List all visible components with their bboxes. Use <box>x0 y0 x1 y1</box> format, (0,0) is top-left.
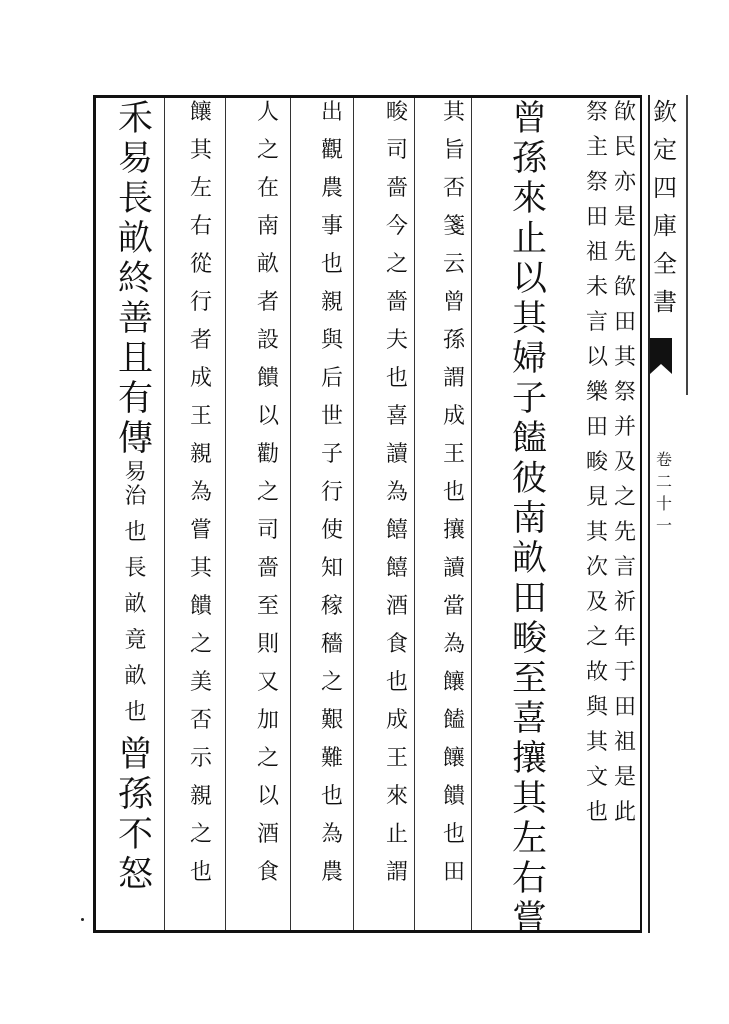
character: 之 <box>190 632 213 657</box>
character: 畯 <box>386 100 409 125</box>
character: 欿 <box>614 100 637 125</box>
character: 與 <box>321 328 344 353</box>
character: 次 <box>586 555 609 580</box>
character: 先 <box>614 520 637 545</box>
character: 酒 <box>257 822 280 847</box>
character: 孫 <box>512 139 548 179</box>
text-column-3 <box>443 102 465 900</box>
character: 則 <box>257 632 280 657</box>
character: 孫 <box>118 775 154 815</box>
character: 終 <box>118 259 154 299</box>
character: 人 <box>257 100 280 125</box>
character: 止 <box>386 822 409 847</box>
character: 并 <box>614 415 637 440</box>
character: 來 <box>386 784 409 809</box>
character: 行 <box>321 480 344 505</box>
character: 以 <box>586 345 609 370</box>
character: 樂 <box>586 380 609 405</box>
character: 畝 <box>257 252 280 277</box>
character: 饟 <box>190 100 213 125</box>
character: 否 <box>190 708 213 733</box>
character: 祖 <box>586 240 609 265</box>
character: 也 <box>386 670 409 695</box>
character: 云 <box>443 252 466 277</box>
character: 世 <box>321 404 344 429</box>
character: 之 <box>386 252 409 277</box>
character: 酒 <box>386 594 409 619</box>
character: 成 <box>386 708 409 733</box>
character: 右 <box>190 214 213 239</box>
text-column-8 <box>118 99 154 898</box>
character: 讀 <box>443 556 466 581</box>
character: 年 <box>614 625 637 650</box>
character: 于 <box>614 660 637 685</box>
text-column-5 <box>321 102 343 900</box>
character: 治 <box>124 484 147 509</box>
character: 一 <box>655 516 672 535</box>
character: 也 <box>443 480 466 505</box>
character: 之 <box>257 746 280 771</box>
character: 之 <box>190 822 213 847</box>
commentary-note <box>125 462 147 738</box>
character: 此 <box>614 800 637 825</box>
character: 喜 <box>386 404 409 429</box>
character: 饎 <box>386 556 409 581</box>
character: 攘 <box>512 739 548 779</box>
character: 為 <box>443 632 466 657</box>
character: 之 <box>257 138 280 163</box>
character: 者 <box>190 328 213 353</box>
character: 祭 <box>586 170 609 195</box>
character: 故 <box>586 660 609 685</box>
character: 之 <box>614 485 637 510</box>
character: 畯 <box>586 450 609 475</box>
column-divider <box>164 98 165 930</box>
character: 親 <box>190 784 213 809</box>
character: 其 <box>190 556 213 581</box>
character: 其 <box>614 345 637 370</box>
character: 是 <box>614 205 637 230</box>
character: 觀 <box>321 138 344 163</box>
character: 十 <box>655 494 672 513</box>
character: 王 <box>443 442 466 467</box>
character: 箋 <box>443 214 466 239</box>
volume-number-margin <box>652 452 676 540</box>
character: 當 <box>443 594 466 619</box>
character: 之 <box>257 480 280 505</box>
character: 農 <box>321 860 344 885</box>
character: 怒 <box>118 855 154 895</box>
character: 言 <box>586 310 609 335</box>
character: 為 <box>190 480 213 505</box>
character: 親 <box>321 290 344 315</box>
character: 二 <box>655 472 672 491</box>
character: 其 <box>443 100 466 125</box>
character: 欿 <box>614 275 637 300</box>
text-column-1 <box>586 102 636 837</box>
character: 今 <box>386 214 409 239</box>
column-divider <box>353 98 354 930</box>
character: 止 <box>512 219 548 259</box>
character: 知 <box>321 556 344 581</box>
character: 畝 <box>512 539 548 579</box>
character: 其 <box>586 520 609 545</box>
character: 食 <box>257 860 280 885</box>
character: 竟 <box>124 628 147 653</box>
character: 與 <box>586 695 609 720</box>
character: 嗇 <box>386 290 409 315</box>
ink-speck <box>81 918 84 921</box>
character: 曾 <box>512 99 548 139</box>
character: 言 <box>614 555 637 580</box>
character: 也 <box>443 822 466 847</box>
character: 嘗 <box>512 899 548 939</box>
character: 主 <box>586 135 609 160</box>
character: 祈 <box>614 590 637 615</box>
character: 其 <box>512 779 548 819</box>
character: 欽 <box>653 98 677 126</box>
character: 也 <box>124 520 147 545</box>
character: 全 <box>653 250 677 278</box>
character: 右 <box>512 859 548 899</box>
character: 以 <box>257 404 280 429</box>
character: 田 <box>614 310 637 335</box>
character: 王 <box>190 404 213 429</box>
character: 彼 <box>512 459 548 499</box>
character: 左 <box>190 176 213 201</box>
column-divider <box>414 98 415 930</box>
character: 艱 <box>321 708 344 733</box>
double-line-left <box>586 102 608 837</box>
character: 婦 <box>512 339 548 379</box>
character: 農 <box>321 176 344 201</box>
character: 畝 <box>118 219 154 259</box>
character: 也 <box>321 784 344 809</box>
character: 田 <box>586 205 609 230</box>
character: 司 <box>257 518 280 543</box>
character: 成 <box>443 404 466 429</box>
character: 嗇 <box>257 556 280 581</box>
character: 南 <box>257 214 280 239</box>
character: 及 <box>614 450 637 475</box>
character: 孫 <box>443 328 466 353</box>
character: 之 <box>586 625 609 650</box>
character: 出 <box>321 100 344 125</box>
character: 子 <box>321 442 344 467</box>
character: 祭 <box>586 100 609 125</box>
double-line-right <box>614 102 636 837</box>
character: 來 <box>512 179 548 219</box>
character: 且 <box>118 339 154 379</box>
character: 謂 <box>443 366 466 391</box>
character: 未 <box>586 275 609 300</box>
character: 也 <box>586 800 609 825</box>
character: 難 <box>321 746 344 771</box>
character: 成 <box>190 366 213 391</box>
character: 親 <box>190 442 213 467</box>
column-divider <box>225 98 226 930</box>
character: 田 <box>614 695 637 720</box>
character: 庫 <box>653 212 677 240</box>
character: 祭 <box>614 380 637 405</box>
character: 以 <box>257 784 280 809</box>
character: 又 <box>257 670 280 695</box>
character: 曾 <box>118 735 154 775</box>
character: 長 <box>124 556 147 581</box>
character: 喜 <box>512 699 548 739</box>
character: 其 <box>190 138 213 163</box>
character: 饎 <box>386 518 409 543</box>
character: 以 <box>512 259 548 299</box>
character: 設 <box>257 328 280 353</box>
character: 攘 <box>443 518 466 543</box>
character: 后 <box>321 366 344 391</box>
character: 南 <box>512 499 548 539</box>
character: 在 <box>257 176 280 201</box>
character: 至 <box>512 659 548 699</box>
column-divider <box>290 98 291 930</box>
character: 也 <box>386 366 409 391</box>
character: 有 <box>118 379 154 419</box>
character: 定 <box>653 136 677 164</box>
character: 饋 <box>443 784 466 809</box>
character: 為 <box>386 480 409 505</box>
text-column-2 <box>512 99 548 942</box>
character: 畯 <box>512 619 548 659</box>
character: 也 <box>321 252 344 277</box>
character: 饟 <box>443 670 466 695</box>
character: 穡 <box>321 632 344 657</box>
margin-rule-outer <box>686 95 688 395</box>
character: 卷 <box>655 450 672 469</box>
character: 其 <box>586 730 609 755</box>
character: 也 <box>190 860 213 885</box>
text-column-7 <box>190 102 212 900</box>
character: 美 <box>190 670 213 695</box>
character: 勸 <box>257 442 280 467</box>
character: 文 <box>586 765 609 790</box>
character: 先 <box>614 240 637 265</box>
character: 亦 <box>614 170 637 195</box>
text-block-frame <box>93 95 642 933</box>
character: 傳 <box>118 419 154 459</box>
character: 禾 <box>118 99 154 139</box>
character: 饁 <box>512 419 548 459</box>
book-title-margin <box>650 100 680 328</box>
character: 食 <box>386 632 409 657</box>
character: 夫 <box>386 328 409 353</box>
character: 示 <box>190 746 213 771</box>
character: 饁 <box>443 708 466 733</box>
column-divider <box>471 98 472 930</box>
character: 見 <box>586 485 609 510</box>
text-column-6 <box>257 102 279 900</box>
character: 也 <box>124 700 147 725</box>
character: 饟 <box>443 746 466 771</box>
character: 左 <box>512 819 548 859</box>
character: 書 <box>653 288 677 316</box>
character: 嗇 <box>386 176 409 201</box>
character: 旨 <box>443 138 466 163</box>
character: 嘗 <box>190 518 213 543</box>
character: 稼 <box>321 594 344 619</box>
character: 祖 <box>614 730 637 755</box>
character: 之 <box>321 670 344 695</box>
character: 及 <box>586 590 609 615</box>
character: 王 <box>386 746 409 771</box>
character: 長 <box>118 179 154 219</box>
character: 饋 <box>190 594 213 619</box>
character: 畝 <box>124 592 147 617</box>
character: 為 <box>321 822 344 847</box>
character: 者 <box>257 290 280 315</box>
character: 從 <box>190 252 213 277</box>
character: 田 <box>443 860 466 885</box>
character: 民 <box>614 135 637 160</box>
fishtail-mark <box>650 338 672 364</box>
character: 事 <box>321 214 344 239</box>
character: 謂 <box>386 860 409 885</box>
character: 加 <box>257 708 280 733</box>
character: 畝 <box>124 664 147 689</box>
character: 否 <box>443 176 466 201</box>
character: 善 <box>118 299 154 339</box>
text-column-4 <box>386 102 408 900</box>
character: 曾 <box>443 290 466 315</box>
character: 是 <box>614 765 637 790</box>
character: 至 <box>257 594 280 619</box>
character: 子 <box>512 379 548 419</box>
character: 饋 <box>257 366 280 391</box>
character: 易 <box>124 460 147 485</box>
character: 其 <box>512 299 548 339</box>
character: 行 <box>190 290 213 315</box>
character: 四 <box>653 174 677 202</box>
character: 田 <box>512 579 548 619</box>
character: 讀 <box>386 442 409 467</box>
character: 司 <box>386 138 409 163</box>
character: 不 <box>118 815 154 855</box>
character: 使 <box>321 518 344 543</box>
character: 易 <box>118 139 154 179</box>
character: 田 <box>586 415 609 440</box>
